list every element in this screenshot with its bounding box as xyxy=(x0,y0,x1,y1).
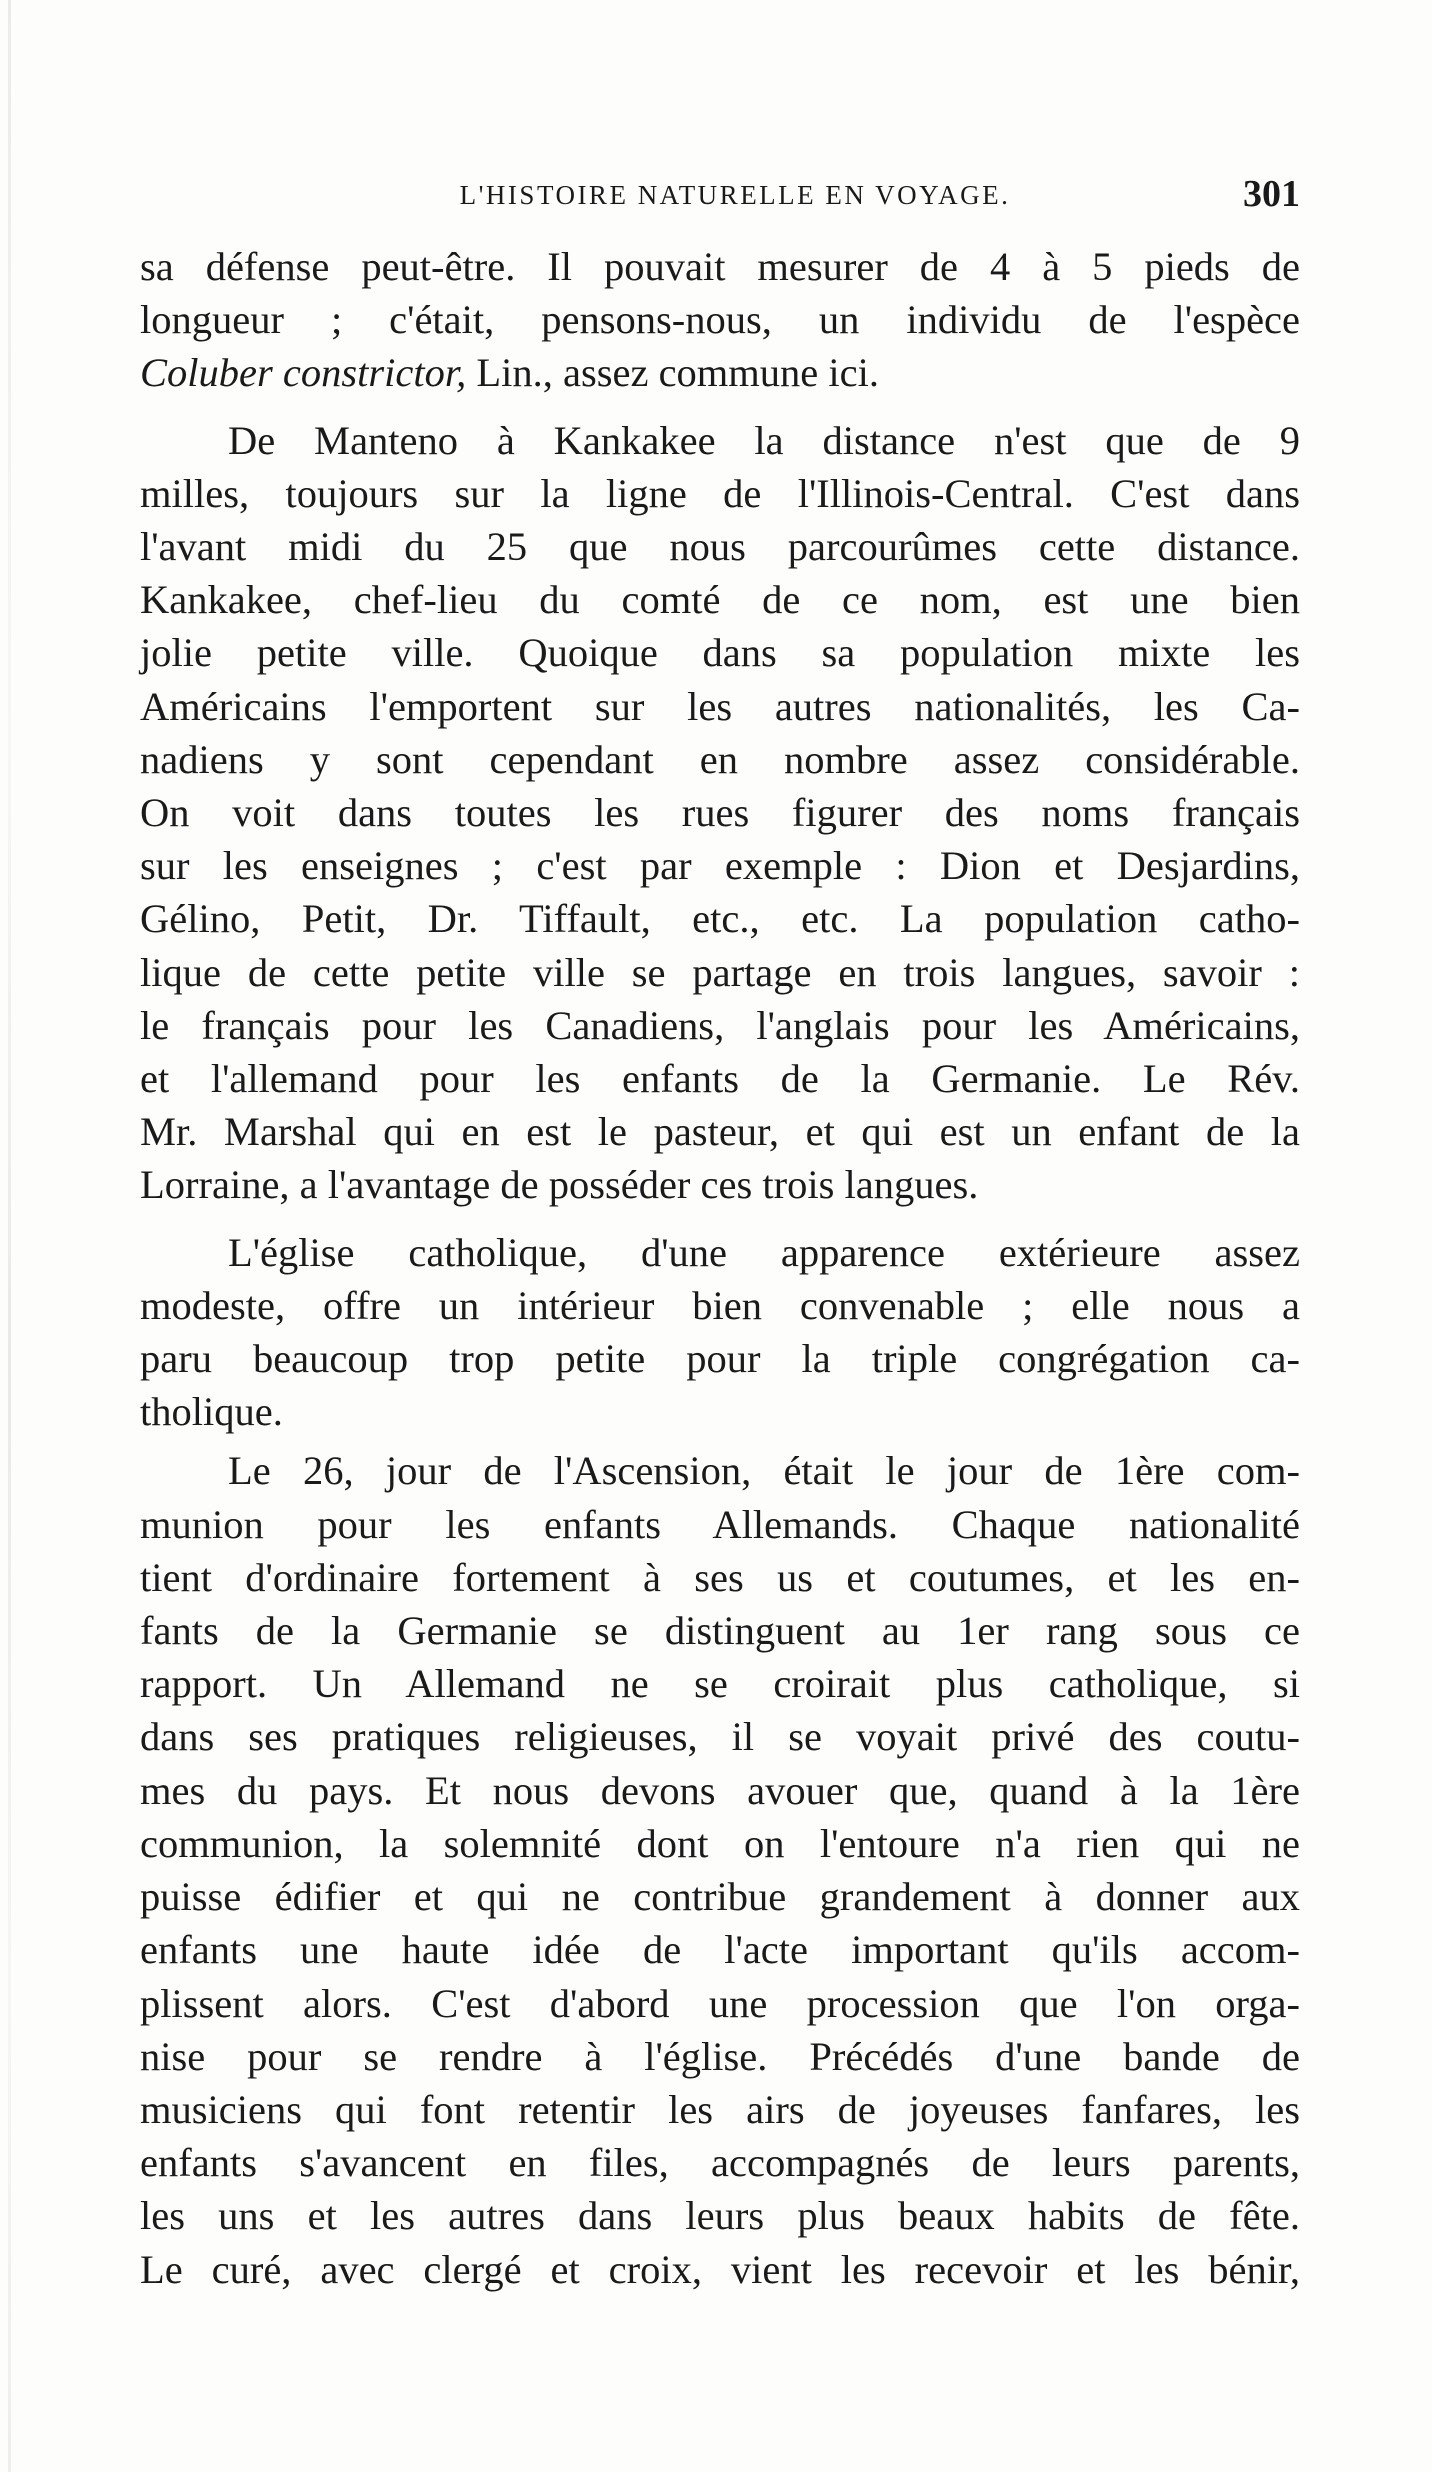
text-line: On voit dans toutes les rues figurer des noms français xyxy=(140,790,1300,836)
text-line: enfants s'avancent en files, accompagnés de leurs parents, xyxy=(140,2140,1300,2186)
text-line: Kankakee, chef-lieu du comté de ce nom, est une bien xyxy=(140,577,1300,623)
text-line: jolie petite ville. Quoique dans sa population mixte les xyxy=(140,630,1300,676)
text-line: plissent alors. C'est d'abord une procession que l'on orga- xyxy=(140,1980,1300,2026)
paragraph-3 xyxy=(140,1226,1300,1439)
text-line: milles, toujours sur la ligne de l'Illinois-Central. C'est dans xyxy=(140,470,1300,516)
text-line: sur les enseignes ; c'est par exemple : Dion et Desjardins, xyxy=(140,843,1300,889)
text-line: dans ses pratiques religieuses, il se voyait privé des coutu- xyxy=(140,1714,1300,1760)
paragraph-4 xyxy=(140,1444,1300,2295)
text-line: modeste, offre un intérieur bien convenable ; elle nous a xyxy=(140,1282,1300,1328)
text-line: sa défense peut-être. Il pouvait mesurer de 4 à 5 pieds de xyxy=(140,244,1300,289)
page-number: 301 xyxy=(1243,173,1300,215)
text-line: tholique. xyxy=(140,1389,283,1435)
text-line: fants de la Germanie se distinguent au 1er rang sous ce xyxy=(140,1608,1300,1654)
paragraph-2 xyxy=(140,414,1300,1212)
text-line: Gélino, Petit, Dr. Tiffault, etc., etc. La population catho- xyxy=(140,896,1300,942)
running-head xyxy=(140,172,1300,222)
text-line: puisse édifier et qui ne contribue grandement à donner aux xyxy=(140,1874,1300,1920)
text-line: rapport. Un Allemand ne se croirait plus catholique, si xyxy=(140,1661,1300,1707)
text-line: paru beaucoup trop petite pour la triple congrégation ca- xyxy=(140,1336,1300,1382)
text-line: et l'allemand pour les enfants de la Germanie. Le Rév. xyxy=(140,1056,1300,1102)
text-line: Le 26, jour de l'Ascension, était le jour de 1ère com- xyxy=(228,1448,1300,1494)
text-fragment: Lin., assez commune ici. xyxy=(466,350,880,396)
text-line: L'église catholique, d'une apparence extérieure assez xyxy=(228,1229,1300,1275)
text-line: communion, la solemnité dont on l'entoure n'a rien qui ne xyxy=(140,1820,1300,1866)
text-line: nise pour se rendre à l'église. Précédés d'une bande de xyxy=(140,2033,1300,2079)
page-edge-shadow xyxy=(8,0,11,2472)
text-line: Américains l'emportent sur les autres nationalités, les Ca- xyxy=(140,683,1300,729)
text-line: l'avant midi du 25 que nous parcourûmes cette distance. xyxy=(140,524,1300,570)
text-line: Le curé, avec clergé et croix, vient les recevoir et les bénir, xyxy=(140,2246,1300,2292)
text-line: lique de cette petite ville se partage en trois langues, savoir : xyxy=(140,949,1300,995)
text-line: Mr. Marshal qui en est le pasteur, et qui est un enfant de la xyxy=(140,1109,1300,1155)
text-line: longueur ; c'était, pensons-nous, un individu de l'espèce xyxy=(140,297,1300,343)
text-line: enfants une haute idée de l'acte important qu'ils accom- xyxy=(140,1927,1300,1973)
running-title: L'HISTOIRE NATURELLE EN VOYAGE. xyxy=(459,180,1011,210)
text-line: le français pour les Canadiens, l'anglais pour les Américains, xyxy=(140,1002,1300,1048)
text-line: munion pour les enfants Allemands. Chaque nationalité xyxy=(140,1501,1300,1547)
text-line: mes du pays. Et nous devons avouer que, quand à la 1ère xyxy=(140,1767,1300,1813)
text-line: tient d'ordinaire fortement à ses us et coutumes, et les en- xyxy=(140,1554,1300,1600)
text-line: nadiens y sont cependant en nombre assez considérable. xyxy=(140,736,1300,782)
text-line: De Manteno à Kankakee la distance n'est que de 9 xyxy=(228,417,1300,463)
text-line: Lorraine, a l'avantage de posséder ces trois langues. xyxy=(140,1162,979,1208)
body-text xyxy=(140,240,1300,2296)
text-line: les uns et les autres dans leurs plus beaux habits de fête. xyxy=(140,2193,1300,2239)
species-name: Coluber constrictor, xyxy=(140,350,467,396)
text-line xyxy=(140,346,1300,399)
text-line: musiciens qui font retentir les airs de joyeuses fanfares, les xyxy=(140,2086,1300,2132)
paragraph-1 xyxy=(140,240,1300,400)
